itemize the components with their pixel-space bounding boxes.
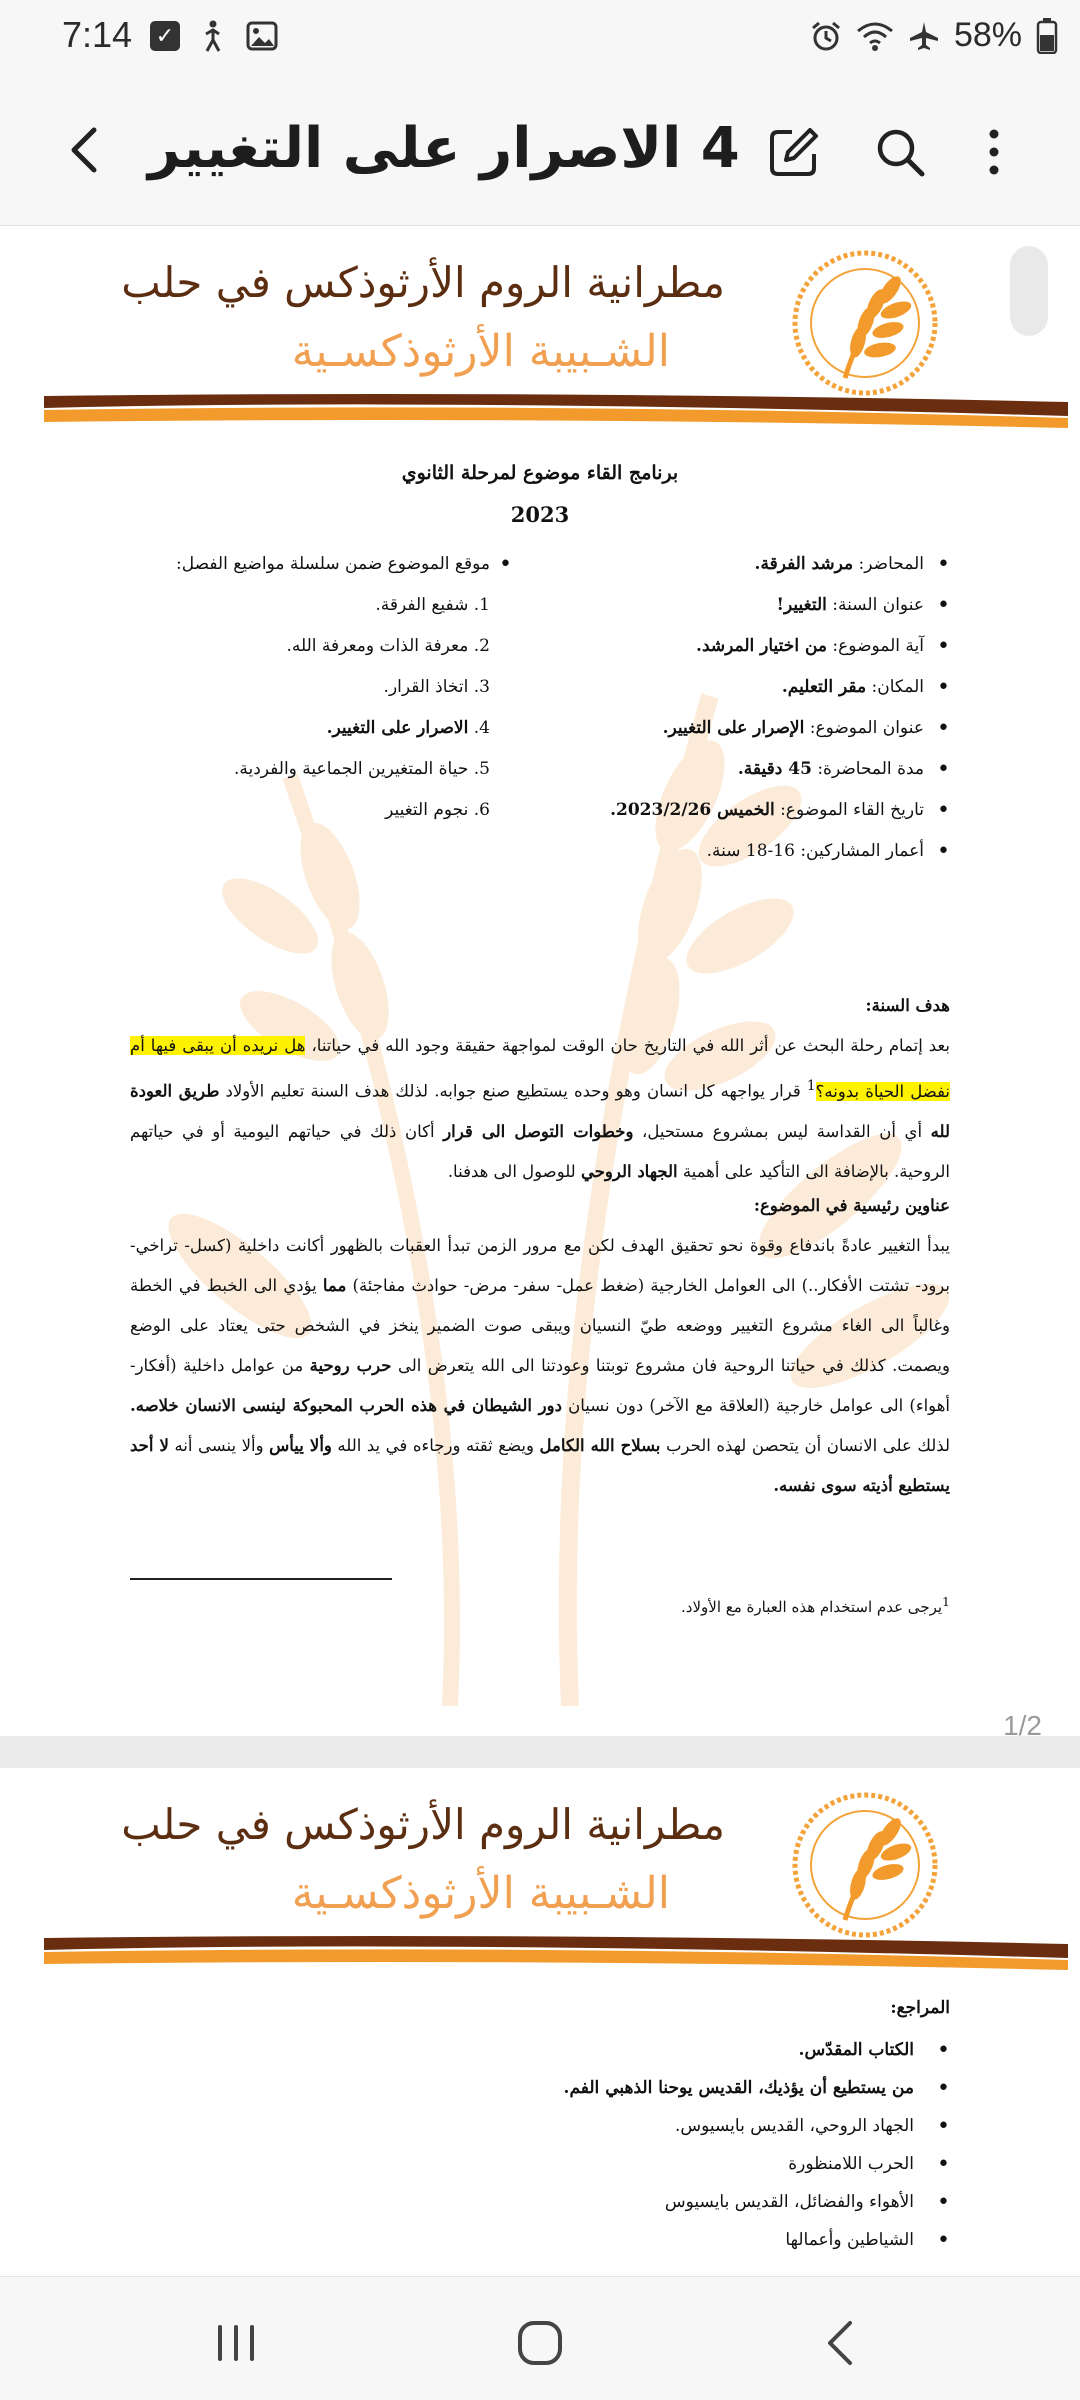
info-item-ages: • أعمار المشاركين: 16-18 سنة.: [510, 841, 950, 882]
program-title: برنامج القاء موضوع لمرحلة الثانوي: [401, 462, 679, 484]
header-band: [44, 388, 1068, 428]
highlighted-question: هل نريده أن يبقى فيها أم نفضل الحياة بدونه؟: [130, 1036, 951, 1101]
references-heading: المراجع:: [890, 1998, 950, 2018]
header-title: مطرانية الروم الأرثوذكس في حلب: [121, 1800, 725, 1849]
more-vert-icon[interactable]: [966, 124, 1022, 180]
series-item: 6. نجوم التغيير: [385, 800, 490, 820]
system-icons: [810, 16, 1058, 55]
alarm-icon: [810, 20, 842, 52]
system-nav-bar: [0, 2276, 1080, 2400]
orthodox-youth-logo: [790, 1790, 940, 1940]
recents-icon[interactable]: [206, 2313, 266, 2373]
page-indicator: 1/2: [1003, 1710, 1042, 1741]
header-title: مطرانية الروم الأرثوذكس في حلب: [121, 258, 725, 307]
battery-percent: 58%: [953, 16, 1022, 54]
info-item-place: • المكان: مقر التعليم.: [510, 677, 950, 718]
footnote: $^1$يرجى عدم استخدام هذه العبارة مع الأولاد.: [681, 1594, 950, 1616]
edit-icon[interactable]: [766, 124, 822, 180]
page-scroll-handle[interactable]: [1010, 246, 1048, 336]
nav-back-icon[interactable]: [812, 2313, 872, 2373]
info-item-topic: • عنوان الموضوع: الإصرار على التغيير.: [510, 718, 950, 759]
app-bar: [0, 80, 1080, 226]
reference-item: • من يستطيع أن يؤذيك، القديس يوحنا الذهبي الفم.: [130, 2078, 950, 2116]
info-item-date: • تاريخ القاء الموضوع: الخميس 2023/2/26.: [510, 800, 950, 841]
pdf-page-1: [0, 226, 1080, 1736]
goal-section: هدف السنة: بعد إتمام رحلة البحث عن أثر الله في التاريخ حان الوقت لمواجهة حقيقة وجود الله في حياتنا، هل نريده أن يبقى فيها أم نفضل الحياة بدونه؟$^1$ قرار يواجهه كل انسان وهو وحده يستطيع صنع جوابه. لذلك هدف السنة تعليم الأولاد طريق العودة لله أي أن القداسة ليس بمشروع مستحيل، وخطوات التوصل الى قرار أكان ذلك في حياتهم اليومية أو في حياتهم الروحية. بالإضافة الى التأكيد على أهمية الجهاد الروحي للوصول الى هدفنا.: [130, 996, 951, 1181]
status-bar: [0, 0, 1080, 80]
image-notification-icon: [246, 20, 278, 52]
topics-section: عناوين رئيسية في الموضوع: يبدأ التغيير عادةً باندفاع وقوة نحو تحقيق الهدف لكن مع مرور الزمن تبدأ العقبات بالظهور أكانت داخلية (كسل- تراخي- برود- تشتت الأفكار..) الى العوامل الخارجية (ضغط عمل- سفر- مرض- حوادث مفاجئة) مما يؤدي الى الخبط في الخطة وغالباً الى الغاء مشروع التغيير ووضعه طيّ النسيان ويبقى صوت الضمير ينخز في الشخص حتى يعتاد على الوضع ويصمت. كذلك في حياتنا الروحية فان مشروع توبتنا وعودتنا الى الله يتعرض الى حرب روحية من عوامل داخلية (أفكار- أهواء) الى عوامل خارجية (العلاقة مع الآخر) دون نسيان دور الشيطان في هذه الحرب المحبوكة لينسى الانسان خلاصه. لذلك على الانسان أن يتحصن لهذه الحرب بسلاح الله الكامل ويضع ثقته ورجاءه في يد الله وألا ييأس وألا ينسى أنه لا أحد يستطيع أذيته سوى نفسه.: [130, 1196, 950, 1495]
series-list: [110, 554, 490, 841]
goal-heading: هدف السنة:: [865, 996, 950, 1015]
reference-item: • الحرب اللامنظورة: [130, 2154, 950, 2192]
home-icon[interactable]: [510, 2313, 570, 2373]
info-item-verse: • آية الموضوع: من اختيار المرشد.: [510, 636, 950, 677]
series-heading: • موقع الموضوع ضمن سلسلة مواضيع الفصل:: [110, 554, 490, 595]
header-band: [44, 1930, 1068, 1970]
pdf-page-2: [0, 1768, 1080, 2276]
reference-item: • الكتاب المقدّس.: [130, 2040, 950, 2078]
reference-item: • الشياطين وأعمالها: [130, 2230, 950, 2268]
program-year: 2023: [510, 502, 570, 527]
header-subtitle: الشـبيبة الأرثوذكسـية: [291, 1868, 670, 1919]
series-item: 5. حياة المتغيرين الجماعية والفردية.: [233, 759, 490, 779]
wifi-icon: [856, 20, 894, 52]
reference-item: • الجهاد الروحي، القديس بايسيوس.: [130, 2116, 950, 2154]
battery-icon: [1036, 18, 1058, 54]
info-item-year-title: • عنوان السنة: التغيير!: [510, 595, 950, 636]
series-item-current: 4. الاصرار على التغيير.: [326, 718, 490, 738]
series-item: 2. معرفة الذات ومعرفة الله.: [286, 636, 490, 656]
back-arrow-icon[interactable]: [56, 120, 116, 180]
airplane-mode-icon: [908, 20, 940, 52]
lecture-info-list: [510, 554, 950, 882]
orthodox-youth-logo: [790, 248, 940, 398]
accessibility-icon: [198, 20, 228, 52]
reference-item: • الأهواء والفضائل، القديس بايسيوس: [130, 2192, 950, 2230]
checkbox-notification-icon: ✓: [150, 21, 180, 51]
info-item-duration: • مدة المحاضرة: 45 دقيقة.: [510, 759, 950, 800]
pdf-viewer[interactable]: [0, 226, 1080, 2276]
header-subtitle: الشـبيبة الأرثوذكسـية: [291, 326, 670, 377]
topics-heading: عناوين رئيسية في الموضوع:: [753, 1196, 950, 1215]
search-icon[interactable]: [872, 124, 928, 180]
references-list: [130, 1998, 950, 2268]
info-item-lecturer: • المحاضر: مرشد الفرقة.: [510, 554, 950, 595]
status-time: 7:14: [62, 14, 133, 55]
footnote-separator: [130, 1578, 392, 1580]
series-item: 3. اتخاذ القرار.: [383, 677, 490, 697]
document-title: 4 الاصرار على التغيير: [148, 116, 740, 181]
notification-icons: [150, 20, 278, 52]
series-item: 1. شفيع الفرقة.: [375, 595, 490, 615]
